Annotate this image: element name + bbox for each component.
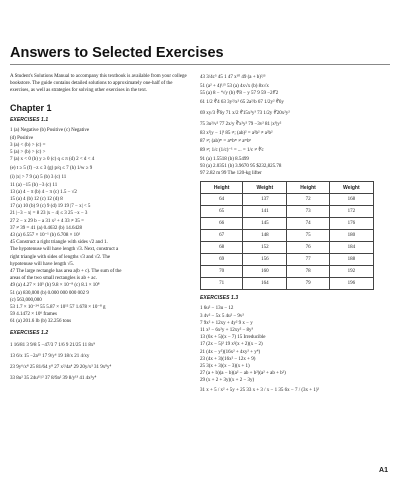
- answer-line: 61 1/2 ∜4 63 3y²/x² 65 2a²/b 67 1/2y² ∜6y: [200, 100, 284, 106]
- answer-line: (e) t ≥ 5 (f) −z ≤ 3 (g) p/q ≤ 7 (h) 1/w ≥ 9: [10, 166, 93, 172]
- answer-line: 25 3(x + 3)(x − 3)(x + 1): [200, 364, 250, 370]
- table-row: [201, 218, 374, 230]
- table-row: [201, 230, 374, 242]
- height-weight-table: [200, 181, 374, 290]
- answer-line: (c) 563,000,000: [10, 297, 42, 303]
- answer-line: hypotenuse will have length √5.: [10, 261, 74, 267]
- intro-paragraph: A Student's Solutions Manual to accompany this textbook is available from your college bookstore. The guide contains detailed solutions to approximately one-half of the exercises, as well as strategies for solving other exercises in the text.: [10, 74, 187, 93]
- answer-line: 45 Construct a right triangle with sides √2 and 1.: [10, 240, 108, 246]
- table-cell: 184: [329, 242, 373, 254]
- table-cell: 141: [243, 206, 287, 218]
- table-cell: 72: [287, 194, 329, 206]
- answer-line: 29 (x + 2 + 3y)(x + 2 − 3y): [200, 378, 255, 384]
- table-header-cell: Weight: [243, 182, 287, 194]
- answer-line: 69 xy/3 ∛6y 71 x/2 ∜15x³y³ 73 1/2y ∜20x²y²: [200, 111, 290, 117]
- left-column: [10, 72, 188, 384]
- table-cell: 156: [243, 254, 287, 266]
- answer-line: 91 (a) 1.5518 (b) 8.5499: [200, 156, 249, 162]
- table-cell: 77: [287, 254, 329, 266]
- answer-line: right triangle with sides of lengths √3 and √2. The: [10, 254, 111, 260]
- table-cell: 188: [329, 254, 373, 266]
- table-header-cell: Height: [287, 182, 329, 194]
- answer-line: 51 (a² + 4)¹/⁵ 53 (a) 4x√x (b) 8x√x: [200, 84, 269, 89]
- answer-line: 61 (a) 201.6 lb (b) 32.256 tons: [10, 319, 72, 325]
- answer-line: (i) |x| > 7 9 (a) 5 (b) 3 (c) 11: [10, 175, 67, 181]
- table-cell: 137: [243, 194, 287, 206]
- answer-line: 23 (4x + 3)(16x² − 12x + 9): [200, 356, 256, 362]
- table-cell: 160: [243, 266, 287, 278]
- chapter-heading: Chapter 1: [10, 103, 52, 114]
- answer-line: (d) Positive: [10, 135, 34, 141]
- table-cell: 70: [201, 266, 243, 278]
- table-cell: 67: [201, 230, 243, 242]
- answer-line: 37 ≠ 39 = 41 (a) 0.4632 (b) 14.6428: [10, 225, 82, 231]
- table-cell: 65: [201, 206, 243, 218]
- title-rule: [10, 64, 390, 65]
- answer-line: 5 (a) > (b) > (c) >: [10, 150, 46, 155]
- answer-line: 23 9y⁶/x⁸ 25 81/64 y⁸ 27 x²/4a⁴ 29 20y/x³ 31 9x⁸y⁴: [10, 364, 112, 370]
- table-cell: 76: [287, 242, 329, 254]
- table-row: [201, 266, 374, 278]
- answer-line: 3 (a) < (b) > (c) =: [10, 142, 46, 148]
- answer-line: 1 6u² − 13u − 12: [200, 306, 234, 312]
- answers-1-3: [200, 305, 390, 395]
- answer-line: 59 4.1472 × 10⁶ frames: [10, 312, 57, 318]
- table-cell: 196: [329, 278, 373, 290]
- answer-line: 7 (a) x < 0 (b) y ≥ 0 (c) q ≤ π (d) 2 < d < 4: [10, 157, 95, 163]
- answer-line: 1 (a) Negative (b) Positive (c) Negative: [10, 128, 90, 134]
- table-cell: 79: [287, 278, 329, 290]
- answer-line: 97 2.82 m 99 The 120-kg lifter: [200, 171, 262, 177]
- section-heading-1-1: EXERCISES 1.1: [10, 117, 49, 124]
- table-cell: 64: [201, 194, 243, 206]
- table-cell: 74: [287, 218, 329, 230]
- answer-line: areas of the two small rectangles is ab + ac.: [10, 276, 97, 282]
- table-header-cell: Height: [201, 182, 243, 194]
- table-header-row: [201, 182, 374, 194]
- answer-line: 43 (a) 6.557 × 10⁻¹ (b) 6.708 × 10¹: [10, 233, 81, 239]
- answer-line: 43 3/4c⁵ 45 1 47 x¹⁰ 49 (a + b)²/³: [200, 75, 266, 80]
- table-cell: 192: [329, 266, 373, 278]
- answers-1-2-right: [200, 72, 390, 177]
- answer-line: 47 The large rectangle has area a(b + c). The sum of the: [10, 269, 122, 275]
- section-heading-1-3: EXERCISES 1.3: [200, 295, 239, 302]
- table-cell: 75: [287, 230, 329, 242]
- table-cell: 73: [287, 206, 329, 218]
- answer-line: 7 9x² + 12xy + 4y² 9 x − y: [200, 320, 253, 326]
- answer-line: 33 8u² 35 24u¹¹/² 37 8/9a² 39 8/y¹³ 41 4x²y⁴: [10, 375, 97, 381]
- answer-line: 3 4v² − 5x 5 4u² − 9v²: [200, 313, 244, 319]
- table-cell: 164: [243, 278, 287, 290]
- answer-line: 17 (2x − 5)² 19 x²(x + 2)(x − 2): [200, 342, 263, 348]
- answer-line: 11 x² − 6x²y + 12xy² − 8y³: [200, 328, 254, 334]
- answers-1-2-left: [10, 340, 188, 384]
- table-cell: 145: [243, 218, 287, 230]
- answer-line: The hypotenuse will have length √3. Next, construct a: [10, 247, 119, 253]
- table-row: [201, 206, 374, 218]
- answer-line: 53 1.7 × 10⁻²⁴ 55 5.87 × 10¹² 57 1.678 × 10⁻⁸ g: [10, 305, 106, 311]
- table-cell: 152: [243, 242, 287, 254]
- answers-1-1: [10, 127, 188, 325]
- answer-line: 31 x + 5 / x² + 5y + 25 33 x + 3 / x − 1 35 6x − 7 / (3x + 1)²: [200, 387, 319, 393]
- answer-line: 17 (a) 10 (b) 9 (c) 9 (d) 19 19 |7 − x| < 5: [10, 204, 91, 210]
- answer-line: 89 ≠; 1/c (1/c)⁻¹ = ... = 1/c ≠ ∜c: [200, 147, 264, 153]
- answer-line: 13 (6x + 5)(x − 7) 15 Irreducible: [200, 335, 266, 341]
- right-column: [200, 72, 390, 396]
- table-body: [201, 194, 374, 290]
- table-cell: 71: [201, 278, 243, 290]
- table-cell: 78: [287, 266, 329, 278]
- table-cell: 176: [329, 218, 373, 230]
- page-number: A1: [379, 467, 388, 474]
- answer-line: 21 |−3 − x| = 8 23 |x − 4| ≤ 3 25 −x − 3: [10, 211, 88, 217]
- table-cell: 68: [201, 242, 243, 254]
- answer-line: 87 ≠; (ab)ᵐ = aᵐbᵐ ≠ aᵐbⁿ: [200, 138, 252, 144]
- answer-line: 55 (a) 8 − ⁴√y (b) ∜8 − y 57 9 59 −2∛2: [200, 91, 279, 97]
- table-cell: 180: [329, 230, 373, 242]
- answer-line: 1 16/81 3 9/8 5 −47/3 7 1/6 9 21/25 11 8x⁹: [10, 342, 96, 348]
- answer-line: 75 3u²/v² 77 2x/y ∛x²y² 79 −3v² 81 |x³|y²: [200, 122, 282, 128]
- answer-line: 11 (a) −15 (b) −3 (c) 11: [10, 182, 58, 188]
- table-cell: 69: [201, 254, 243, 266]
- table-row: [201, 278, 374, 290]
- table-row: [201, 194, 374, 206]
- answer-line: 21 (4x − y²)(16x² + 4xy² + y⁴): [200, 349, 261, 355]
- answer-line: 51 (a) 830,000 (b) 0.000 000 000 002 9: [10, 290, 89, 296]
- table-row: [201, 242, 374, 254]
- table-cell: 148: [243, 230, 287, 242]
- table-cell: 172: [329, 206, 373, 218]
- answer-line: 27 (a + b)(a − b)(a² − ab + b²)(a² + ab + b²): [200, 371, 286, 377]
- table-cell: 66: [201, 218, 243, 230]
- answer-line: 49 (a) 4.27 × 10⁵ (b) 9.8 × 10⁻⁸ (c) 8.1 × 10⁸: [10, 283, 100, 289]
- table-cell: 168: [329, 194, 373, 206]
- page-title: Answers to Selected Exercises: [10, 45, 224, 61]
- answer-line: 83 x²|y − 1|³ 85 ≠; (ab)² = a²b² ≠ a²b²: [200, 131, 273, 137]
- section-heading-1-2: EXERCISES 1.2: [10, 329, 49, 336]
- table-row: [201, 254, 374, 266]
- answer-line: 13 6/x 15 −2a¹⁵ 17 9/y⁶ 19 18/x 21 4/xy: [10, 353, 90, 359]
- table-header-cell: Weight: [329, 182, 373, 194]
- answer-line: 27 2 − x 29 b − a 31 x² + 4 33 ≠ 35 =: [10, 218, 84, 224]
- answer-line: 13 (a) 4 − π (b) 4 − π (c) 1.5 − √2: [10, 189, 77, 195]
- answer-line: 15 (a) 4 (b) 12 (c) 12 (d) 8: [10, 197, 63, 203]
- answer-line: 93 (a) 2.0351 (b) 3.9670 95 $232,825.78: [200, 164, 282, 170]
